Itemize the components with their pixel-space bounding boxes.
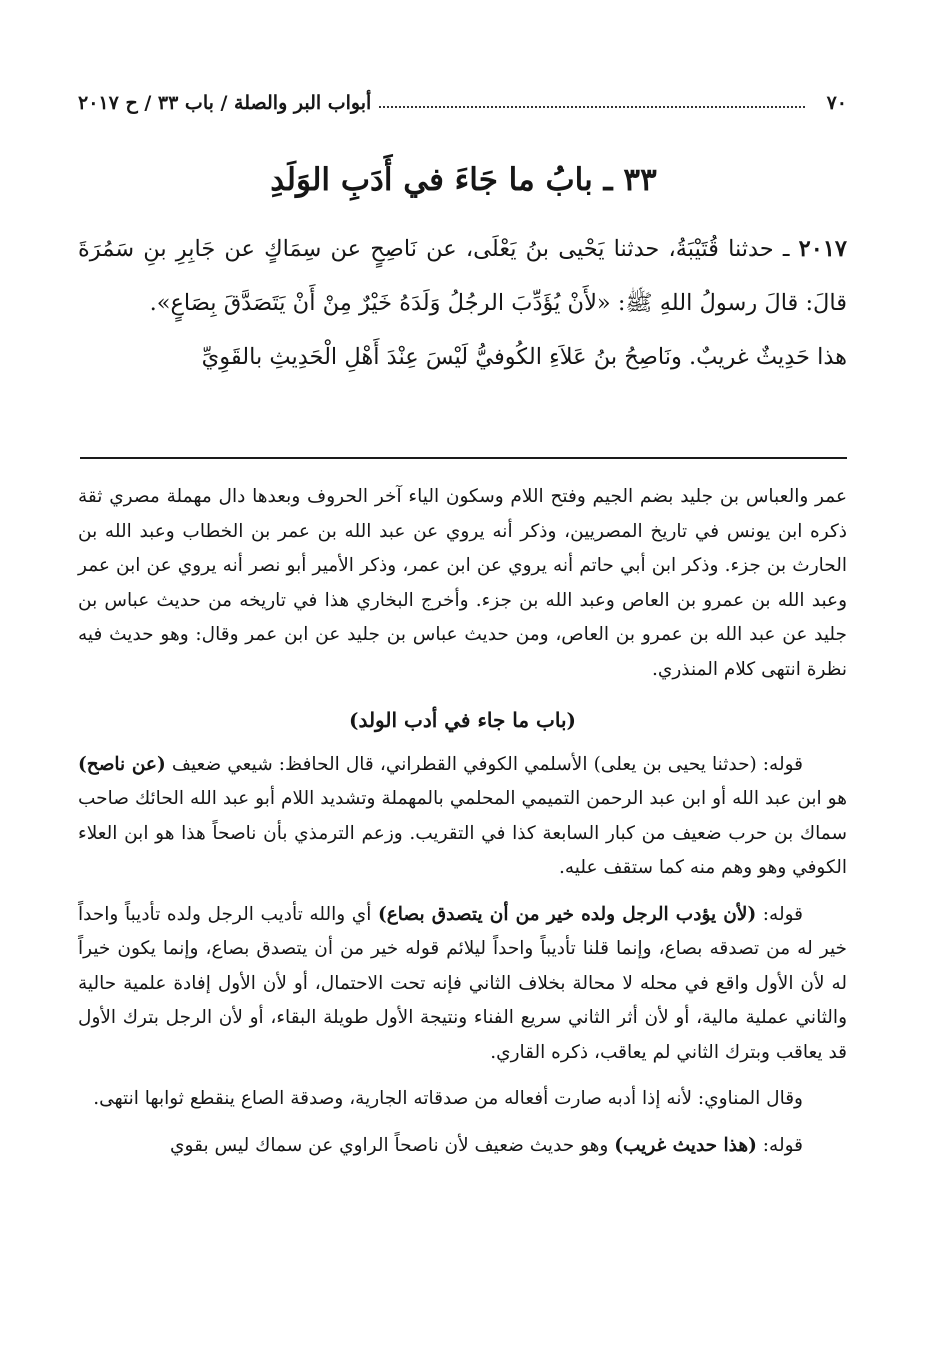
footnote-subheading: (باب ما جاء في أدب الولد) [349, 708, 576, 732]
hadith-commentary: هذا حَدِيثٌ غريبٌ. ونَاصِحُ بنُ عَلاَءِ الكُوفيُّ لَيْسَ عِنْدَ أَهْلِ الْحَدِيثِ بالقَوِيِّ [201, 344, 847, 370]
footnote-continuation: عمر والعباس بن جليد بضم الجيم وفتح اللام وسكون الياء آخر الحروف وبعدها دال مهملة مصري ثقة ذكره ابن يونس في تاريخ المصريين، وذكر أنه يروي عن عبد الله بن عمر بن الخطاب وعبد الله بن الحارث بن جزء. وذكر ابن أبي حاتم أنه يروي عن ابن عمر، وذكر الأمير أبو نصر أنه يروي عن ابن عمر وعبد الله بن عمرو بن العاص وعبد الله بن جزء. وأخرج البخاري هذا في تاريخه من حديث عباس بن جليد عن عبد الله بن عمرو بن العاص، ومن حديث عباس بن جليد عن ابن عمر وقال: وهو حديث فيه نظرة انتهى كلام المنذري. [78, 486, 847, 680]
hadith-block [78, 222, 847, 384]
hadith-text: ـ حدثنا قُتَيْبَةُ، حدثنا يَحْيى بنُ يَعْلَى، عن نَاصِحٍ عن سِمَاكٍ عن جَابِرِ بنِ سَمُرَةَ قالَ: قالَ رسولُ اللهِ ﷺ: «لأَنْ يُؤَدِّبَ الرجُلُ وَلَدَهُ خَيْرٌ مِنْ أَنْ يَتَصَدَّقَ بِصَاعٍ». [78, 236, 847, 316]
footnote-paragraph-2 [78, 898, 847, 1071]
hadith-number: ٢٠١٧ [798, 236, 847, 262]
running-title: أبواب البر والصلة / باب ٣٣ / ح ٢٠١٧ [78, 92, 372, 114]
footnote-paragraph-3: وقال المناوي: لأنه إذا أدبه صارت أفعاله من صدقاته الجارية، وصدقة الصاع ينقطع ثوابها انتهى. [93, 1088, 803, 1109]
page-number: ٧٠ [826, 92, 847, 114]
para2-rest: أي والله تأديب الرجل ولده تأديباً واحداً خير له من تصدقه بصاع، وإنما قلنا تأديباً واحداً ليلائم قوله خير من أن يتصدق بصاع، وإنما يكون خيراً له لأن الأول واقع في محله لا محالة بخلاف الثاني فإنه تحت الاحتمال، أو لأن الأول إفادة علمية حالية والثاني عملية مالية، أو لأن أثر الثاني سريع الفناء ونتيجة الأول طويلة البقاء، أو لأن الرجل بترك الأول قد يعاقب وبترك الثاني لم يعاقب، ذكره القاري. [78, 903, 847, 1063]
footnote-divider [80, 457, 847, 459]
para2-bold: (لأن يؤدب الرجل ولده خير من أن يتصدق بصاع) [377, 903, 757, 925]
para4-bold: (هذا حديث غريب) [614, 1134, 757, 1156]
page-header [78, 88, 847, 118]
footnote-paragraph-1 [78, 748, 847, 886]
para1-rest: هو ابن عبد الله أو ابن عبد الرحمن التميمي المحلمي بالمهملة وتشديد اللام أبو عبد الله الحائك صاحب سماك بن حرب ضعيف من كبار السابعة كذا في التقريب. وزعم الترمذي بأن ناصحاً هذا هو ابن العلاء الكوفي وهو وهم منه كما ستقف عليه. [78, 788, 847, 878]
para2-intro: قوله: [762, 903, 803, 925]
para1-intro: قوله: (حدثنا يحيى بن يعلى) الأسلمي الكوفي القطراني، قال الحافظ: شيعي ضعيف [171, 753, 803, 775]
header-dotted-leader [379, 106, 804, 108]
hadith-paragraph [78, 222, 847, 330]
para1-bold: (عن ناصح) [78, 753, 166, 775]
chapter-title: ٣٣ ـ بابُ ما جَاءَ في أَدَبِ الوَلَدِ [270, 162, 657, 198]
para4-intro: قوله: [762, 1134, 803, 1156]
para4-rest: وهو حديث ضعيف لأن ناصحاً الراوي عن سماك ليس بقوي [170, 1134, 609, 1156]
footnote-block [78, 480, 847, 1163]
footnote-paragraph-4 [78, 1129, 847, 1164]
